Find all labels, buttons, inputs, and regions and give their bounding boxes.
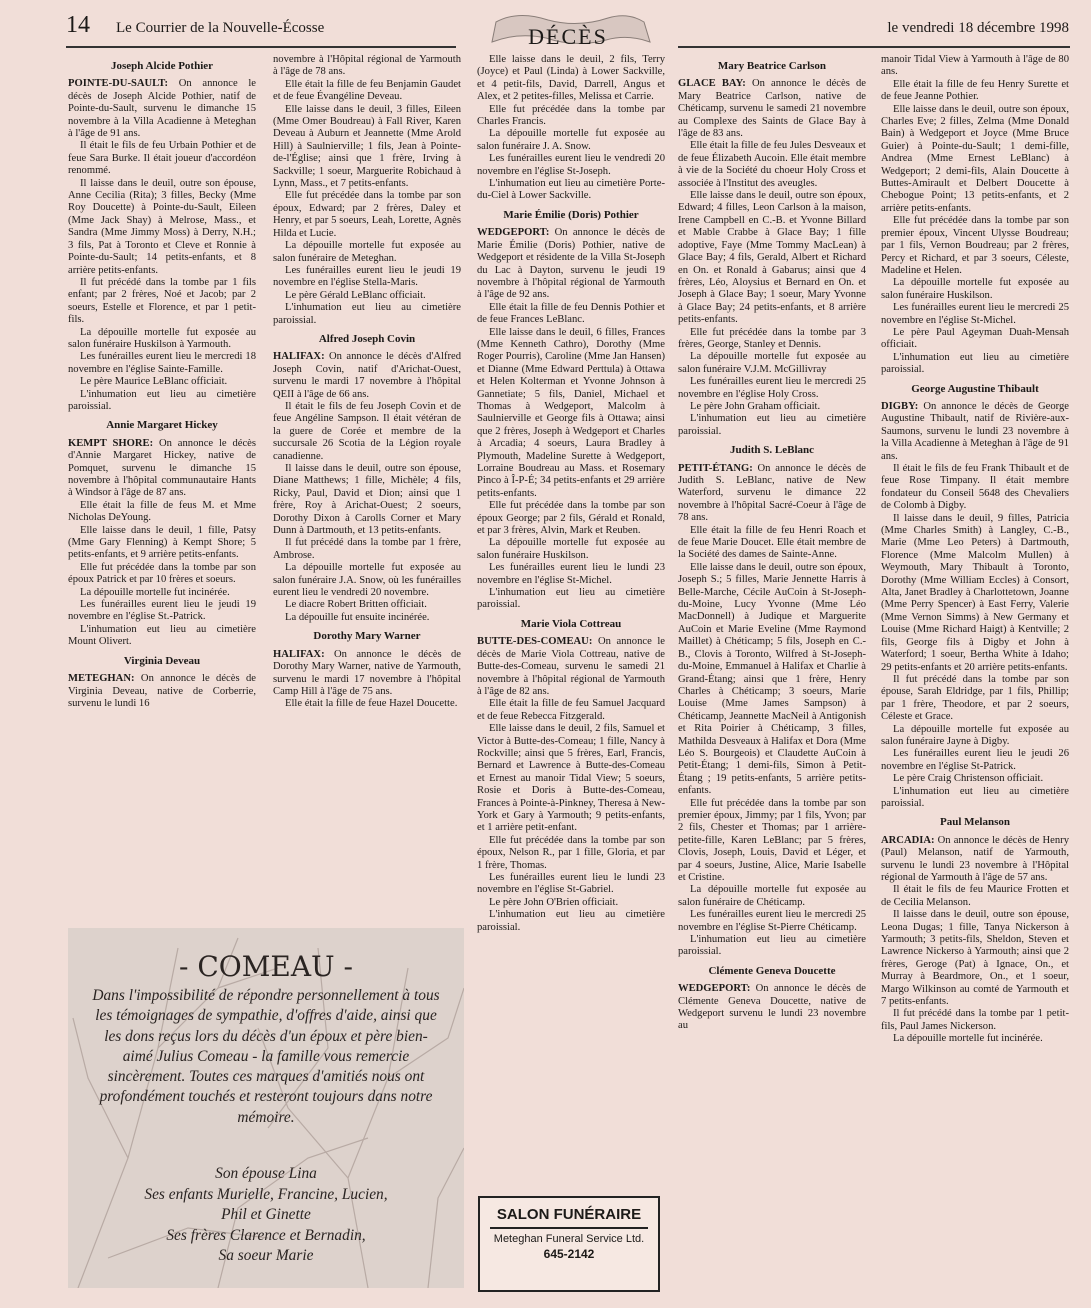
obituary-text: L'inhumation eut lieu au cimetière paroissial. bbox=[881, 785, 1069, 809]
obituary-text: La dépouille mortelle fut incinérée. bbox=[893, 1033, 1043, 1045]
obituary-place: METEGHAN: bbox=[68, 673, 135, 685]
obituary-paragraph bbox=[68, 376, 256, 388]
obituary-paragraph bbox=[477, 537, 665, 562]
obituary-paragraph bbox=[273, 54, 461, 79]
obituary-text: Le diacre Robert Britten officiait. bbox=[285, 599, 427, 611]
obituary-place: PETIT-ÉTANG: bbox=[678, 462, 753, 474]
obituary-text: L'inhumation eut lieu au cimetière paroissial. bbox=[881, 351, 1069, 376]
obituary-paragraph bbox=[68, 624, 256, 649]
obituary-text: Il était le fils de feu Joseph Covin et de feue Angéline Sampson. Il était vétéran de la guere de Corée et membre de la succursale 26 Scotia de la Légion royale canadienne. bbox=[273, 400, 461, 462]
obituary-text: Elle fut précédée dans la tombe par Charles Francis. bbox=[477, 103, 665, 128]
obituary-paragraph bbox=[477, 587, 665, 612]
funeral-home-phone: 645-2142 bbox=[543, 1247, 595, 1261]
obituary-text: Elle était la fille de feus M. et Mme Nicholas DeYoung. bbox=[68, 499, 256, 524]
obituary-paragraph bbox=[273, 302, 461, 327]
obituary-paragraph bbox=[273, 240, 461, 265]
obituary-paragraph bbox=[477, 909, 665, 934]
obituary-paragraph bbox=[678, 909, 866, 934]
obituary-text: L'inhumation eut lieu au cimetière paroissial. bbox=[68, 388, 256, 412]
obituary-text: L'inhumation eut lieu au cimetière paroissial. bbox=[273, 302, 461, 326]
obituary-paragraph bbox=[881, 79, 1069, 104]
obituary-text: Il fut précédé dans la tombe par 1 petit-fils, Paul James Nickerson. bbox=[881, 1008, 1069, 1032]
obituary-paragraph bbox=[881, 513, 1069, 674]
obituary-paragraph bbox=[881, 277, 1069, 302]
obituary-text: manoir Tidal View à Yarmouth à l'âge de 80 ans. bbox=[881, 54, 1069, 78]
obituary-text: On annonce le décès de Henry (Paul) Melanson, natif de Yarmouth, survenu le lundi 23 novembre à l'Hôpital régional de Yarmouth à l'âge de 57 ans. bbox=[881, 834, 1069, 883]
obituary-paragraph bbox=[68, 500, 256, 525]
obituary-paragraph bbox=[881, 463, 1069, 513]
obituary-text: Elle laisse dans le deuil, outre son époux, Charles Eve; 2 filles, Zelma (Mme Donald Bain) à Wedgeport et Joyce (Mme Bruce Guier) à Pointe-du-Sault; 1 demi-fille, Andrea (Mme Ernest LeBlanc) à Wedgeport; 2 demi-fils, Alain Doucette à Buttes-Amirault et Delbert Doucette à Chebogue Point; 13 petits-enfants, et 2 arrière petits-enfants. bbox=[881, 103, 1069, 214]
obituary-text: Elle laisse dans le deuil, 2 fils, Terry (Joyce) et Paul (Linda) à Lower Sackville, et 4 petit-fils, David, Darrell, Angus et Alex, et 2 petites-filles, Melissa et Carrie. bbox=[477, 54, 665, 103]
obituary-paragraph bbox=[678, 376, 866, 401]
obituary-paragraph bbox=[68, 562, 256, 587]
obituary-text: On annonce le décès de Mary Beatrice Carlson, native de Chéticamp, survenu le samedi 21 novembre au Complexe des Saints de Glace Bay à l'âge de 83 ans. bbox=[678, 78, 866, 140]
obituary-paragraph bbox=[678, 190, 866, 326]
obituary-place: GLACE BAY: bbox=[678, 78, 746, 90]
obituary-text: On annonce le décès d'Annie Margaret Hickey, native de Pomquet, survenu le dimanche 15 novembre à l'hôpital communautaire Hants à Windsor à l'âge de 87 ans. bbox=[68, 437, 256, 499]
obituary-paragraph bbox=[881, 1008, 1069, 1033]
obituary-text: La dépouille mortelle fut exposée au salon funéraire Huskilson à Yarmouth. bbox=[68, 326, 256, 350]
obituary-text: Il était le fils de feu Urbain Pothier et de feue Sara Burke. Il était joueur d'accordéon renommé. bbox=[68, 140, 256, 177]
obituary-paragraph bbox=[678, 884, 866, 909]
obituary-text: Il laisse dans le deuil, outre son épouse, Leona Dugas; 1 fille, Tanya Nickerson à Yarmouth; 3 petits-fils, Sheldon, Steven et Lawrence Nickerso à Yarmouth; ainsi que 2 frères, Geroge (Pat) à Ignace, On., et Murray à Beardmore, On., et 1 soeur, Margo Wilkinson au comté de Yarmouth et 7 petits-enfants. bbox=[881, 909, 1069, 1008]
obituary-text: Les funérailles eurent lieu le mercredi 25 novembre en l'église Holy Cross. bbox=[678, 376, 866, 400]
obituary-text: On annonce le décès de George Augustine Thibault, natif de Rivière-aux-Saumons, survenu le lundi 23 novembre à la Villa Acadienne à Meteghan à l'âge de 91 ans. bbox=[881, 400, 1069, 462]
obituary-paragraph bbox=[881, 773, 1069, 785]
obituary-place: HALIFAX: bbox=[273, 648, 325, 660]
obituary-text: Les funérailles eurent lieu le jeudi 19 novembre en l'église St.-Patrick. bbox=[68, 599, 256, 623]
obituary-text: La dépouille mortelle fut exposée au salon funéraire J. A. Snow. bbox=[477, 128, 665, 152]
obituary-text: Elle fut précédée dans la tombe par 3 frères, George, Stanley et Dennis. bbox=[678, 326, 866, 350]
obituary-text: L'inhumation eut lieu au cimetière paroissial. bbox=[477, 909, 665, 933]
obituary-paragraph bbox=[477, 54, 665, 104]
obituary-text: Elle était la fille de feue Hazel Doucette. bbox=[285, 698, 458, 710]
obituary-name: George Augustine Thibault bbox=[911, 382, 1039, 395]
obituary-paragraph bbox=[68, 389, 256, 414]
obituary-text: Elle était la fille de feu Henry Surette et de feue Jeanne Pothier. bbox=[881, 78, 1069, 103]
obituary-text: Elle fut précédée dans la tombe par son époux, Nelson R., par 1 fille, Gloria, et par 1 frère, Thomas. bbox=[477, 834, 665, 871]
obituary-paragraph bbox=[68, 140, 256, 177]
obituary-text: Il laisse dans le deuil, outre son épouse, Diane Matthews; 1 fille, Michèle; 4 fils, Ricky, Paul, David et Dion; ainsi que 1 frère, Roy à Arichat-Ouest; 2 soeurs, Dorothy Dixon à Carolls Corner et Mary Dunn à Dartmouth, et 13 petits-enfants. bbox=[273, 463, 461, 537]
obituary-paragraph bbox=[881, 215, 1069, 277]
obituary-text: Les funérailles eurent lieu le lundi 23 novembre en l'église St-Michel. bbox=[477, 562, 665, 586]
funeral-home-divider bbox=[490, 1227, 648, 1229]
obituary-paragraph bbox=[678, 78, 866, 140]
obituary-text: Elle laisse dans le deuil, outre son époux, Edward; 4 filles, Leon Carlson à la maison, Irene Campbell en C.-B. et Yvonne Billard et Mable Crabbe à Glace Bay; 1 fille adoptive, Faye (Mme Tommy MacLean) à Glace Bay; 4 fils, Gerald, Albert et Richard en On. et Ronald à Gabarus; ainsi que 4 frères, Léo, Aloysius et Bernard en On. et Joseph à Glace Bay; 1 soeur, Mary Yvonne à Glace Bay; 24 petits-enfants, et 8 arrière petits-enfants. bbox=[678, 190, 866, 326]
obituary-paragraph bbox=[273, 463, 461, 537]
obituary-paragraph bbox=[477, 872, 665, 897]
obituary-paragraph bbox=[477, 723, 665, 835]
obituary-text: On annonce le décès de Dorothy Mary Warner, native de Yarmouth, survenu le mardi 17 novembre à l'hôpital Camp Hill à l'âge de 75 ans. bbox=[273, 648, 461, 697]
obituary-text: La dépouille mortelle fut exposée au salon funéraire de Meteghan. bbox=[273, 240, 461, 264]
obituary-name: Dorothy Mary Warner bbox=[313, 630, 421, 643]
obituary-paragraph bbox=[68, 277, 256, 327]
obituary-column-3 bbox=[477, 54, 665, 934]
obituary-text: Le père John Graham officiait. bbox=[690, 400, 821, 412]
obituary-text: Le père Gérald LeBlanc officiait. bbox=[285, 289, 426, 301]
obituary-paragraph bbox=[68, 78, 256, 140]
obituary-text: On annonce le décès de Marie Viola Cottreau, native de Butte-des-Comeau, survenu le samedi 21 novembre à l'hôpital régional de Yarmouth à l'âge de 82 ans. bbox=[477, 636, 665, 697]
obituary-paragraph bbox=[881, 54, 1069, 79]
obituary-paragraph bbox=[273, 599, 461, 611]
obituary-paragraph bbox=[881, 352, 1069, 377]
obituary-column-5 bbox=[881, 54, 1069, 1046]
obituary-paragraph bbox=[273, 351, 461, 401]
obituary-text: La dépouille mortelle fut exposée au salon funéraire V.J.M. McGillivray bbox=[678, 351, 866, 375]
obituary-paragraph bbox=[477, 327, 665, 501]
obituary-paragraph bbox=[68, 525, 256, 562]
obituary-text: La dépouille mortelle fut exposée au salon funéraire Huskilson. bbox=[881, 277, 1069, 301]
obituary-paragraph bbox=[68, 351, 256, 376]
obituary-text: Elle était la fille de feu Benjamin Gaudet et de feue Évangéline Deveau. bbox=[273, 78, 461, 103]
obituary-paragraph bbox=[273, 104, 461, 191]
obituary-paragraph bbox=[273, 612, 461, 624]
obituary-text: Elle fut précédée dans la tombe par son époux Patrick et par 10 frères et soeurs. bbox=[68, 561, 256, 586]
obituary-paragraph bbox=[477, 128, 665, 153]
obituary-text: La dépouille mortelle fut exposée au salon funéraire Jayne à Digby. bbox=[881, 723, 1069, 747]
obituary-paragraph bbox=[881, 401, 1069, 463]
funeral-home-title: SALON FUNÉRAIRE bbox=[496, 1206, 642, 1223]
obituary-text: L'inhumation eut lieu au cimetière Mount Olivert. bbox=[68, 623, 256, 648]
obituary-text: Elle fut précédée dans la tombe par son premier époux, Vincent Ulysse Boudreau; par 1 fils, Vernon Boudreau; par 2 frères, Percy et Richard, et par 3 soeurs, Céleste, Madeline et Helen. bbox=[881, 215, 1069, 276]
header-rule-left bbox=[66, 46, 456, 48]
obituary-text: Elle laisse dans le deuil, outre son époux, Joseph S.; 5 filles, Marie Jennette Harris à Belle-Marche, Cécile AuCoin à St-Joseph-du-Moine, Lucy Yvonne (Mme Léo MacDonnell) à Judique et Marguerite AuCoin et Marie Eveline (Mme Raymond Maillet) à Chéticamp; 5 fils, Joseph en C.-B., Clovis à Toronto, Wilfred à St-Joseph-du-Moine, Emmanuel à Halifax et Charlie à Grand-Étang; ainsi que 1 frère, Henry Charles à Chéticamp; 3 soeurs, Marie Louise (Mme James Sampson) à Chéticamp, Jeannette MacNeil à Antigonish et Rita Poirier à Chéticamp, 3 filles, Mathilda Desveaux à Halifax et Dora (Mme Léo S. Bourgeois) et Claudette AuCoin à Petit-Étang; 1 demi-fils, Simon à Petit-Étang ; 19 petits-enfants, 5 arrière petits-enfants. bbox=[678, 561, 866, 797]
obituary-text: Le père Maurice LeBlanc officiait. bbox=[80, 376, 228, 388]
obituary-paragraph bbox=[477, 500, 665, 537]
obituary-place: WEDGEPORT: bbox=[477, 227, 550, 239]
obituary-paragraph bbox=[273, 290, 461, 302]
obituary-column-4 bbox=[678, 54, 866, 1033]
obituary-text: L'inhumation eut lieu au cimetière paroissial. bbox=[678, 934, 866, 958]
obituary-paragraph bbox=[477, 153, 665, 178]
obituary-text: Elle laisse dans le deuil, 3 filles, Eileen (Mme Omer Boudreau) à Fall River, Karen Deveau à Auburn et Jeannette (Mme Arold Hill) à Saulnierville; 1 fils, Jean à Pointe-de-l'Église; ainsi que 1 frère, Irving à Sackville; 1 soeur, Marguerite Robichaud à Lynn, Mass., et 7 petits-enfants. bbox=[273, 103, 461, 190]
obituary-paragraph bbox=[477, 227, 665, 301]
obituary-text: Elle était la fille de feu Henri Roach et de feue Marie Doucet. Elle était membre de la Société des dames de Sainte-Anne. bbox=[678, 524, 866, 561]
obituary-text: Le père Craig Christenson officiait. bbox=[893, 773, 1044, 785]
obituary-text: On annonce le décès de Joseph Alcide Pothier, natif de Pointe-du-Sault, survenu le dimanche 15 novembre à la Villa Acadienne à Meteghan à l'âge de 91 ans. bbox=[68, 78, 256, 140]
obituary-paragraph bbox=[477, 178, 665, 203]
obituary-name: Clémente Geneva Doucette bbox=[708, 964, 836, 977]
obituary-text: Elle laisse dans le deuil, 6 filles, Frances (Mme Kenneth Cathro), Dorothy (Mme Roger Pourris), Caroline (Mme Jan Hansen) et Dianne (Mme Edward Perttula) à Ottawa et Helen Kolterman et Yvonne Johnson à Gannetiate; 5 fils, Daniel, Michael et Thomas à Wedgeport, Malcolm à Saulnierville et George fils à Ottawa; ainsi que 2 frères, Joseph à Wedgeport et Charles à Arcadia; 4 soeurs, Laura Bradley à Plymouth, Madeline Surette à Wedgeport, Lorraine Boudreau au Mass. et Rosemary Pinco à Î-P-É; 34 petits-enfants et 29 arrière petits-enfants. bbox=[477, 326, 665, 499]
obituary-text: Elle laisse dans le deuil, 2 fils, Samuel et Victor à Butte-des-Comeau; 1 fille, Nancy à Rockville; ainsi que 5 frères, Earl, Francis, Bernard et Lawrence à Butte-des-Comeau et Ernest au manoir Tidal View; 5 soeurs, Rosie et Doris à Butte-des-Comeau, Frances à Pointe-à-Pinkney, Theresa à New-York et Gary à Yarmouth; 9 petits-enfants, et 1 arrière petit-enfant. bbox=[477, 723, 665, 834]
thank-you-notice bbox=[68, 928, 464, 1288]
obituary-paragraph bbox=[678, 983, 866, 1033]
obituary-place: ARCADIA: bbox=[881, 834, 935, 846]
obituary-text: Elle fut précédée dans la tombe par son époux George; par 2 fils, Gérald et Ronald, et par 3 frères, Alvin, Mark et Reuben. bbox=[477, 500, 665, 537]
obituary-text: L'inhumation eut lieu au cimetière paroissial. bbox=[477, 587, 665, 611]
obituary-paragraph bbox=[477, 302, 665, 327]
obituary-paragraph bbox=[881, 104, 1069, 216]
obituary-text: Elle laisse dans le deuil, 1 fille, Patsy (Mme Gary Flenning) à Kempt Shore; 5 petits-enfants, et 9 arrière petits-enfants. bbox=[68, 524, 256, 561]
obituary-paragraph bbox=[881, 724, 1069, 749]
obituary-paragraph bbox=[881, 909, 1069, 1008]
obituary-paragraph bbox=[68, 673, 256, 710]
obituary-text: Il laisse dans le deuil, 9 filles, Patricia (Mme Charles Smith) à Langley, C.-B., Marie (Mme Leo Peters) à Dartmouth, Florence (Mme Malcolm Mullen) à Weymouth, Mary Thibault à Toronto, Dorothy (Mme William Eccles) à Consort, Alta, Janet Bradley à Charlottetown, Joanne (Mme Perry Spencer) à East Ferry, Valerie (Mme Vernon Simms) à New Germany et Louise (Mme Richard Haigt) à Kentville; 2 fils, George fils à Digby et John à Waterford; 1 soeur, Bertha White à Idaho; 29 petits-enfants et 20 arrière petits-enfants. bbox=[881, 512, 1069, 673]
obituary-paragraph bbox=[678, 413, 866, 438]
obituary-paragraph bbox=[68, 178, 256, 277]
obituary-text: On annonce le décès de Judith S. LeBlanc, native de New Waterford, survenu le dimance 22 novembre à l'hôpital Sacré-Coeur à l'âge de 78 ans. bbox=[678, 462, 866, 524]
obituary-text: Elle fut précédée dans la tombe par son époux, Edward; par 2 frères, Daley et Henry, et par 5 soeurs, Leah, Lorette, Agnès Hilda et Lucie. bbox=[273, 190, 461, 239]
obituary-name: Paul Melanson bbox=[940, 816, 1010, 829]
obituary-paragraph bbox=[881, 786, 1069, 811]
funeral-home-ad bbox=[478, 1196, 660, 1292]
obituary-paragraph bbox=[678, 401, 866, 413]
section-banner bbox=[478, 8, 658, 48]
section-title: DÉCÈS bbox=[528, 24, 608, 49]
obituary-place: HALIFAX: bbox=[273, 351, 325, 363]
obituary-paragraph bbox=[477, 897, 665, 909]
signature-line: Phil et Ginette bbox=[221, 1206, 311, 1223]
obituary-paragraph bbox=[678, 934, 866, 959]
funeral-home-name: Meteghan Funeral Service Ltd. bbox=[493, 1233, 645, 1245]
obituary-column-1 bbox=[68, 54, 256, 710]
obituary-text: Il était le fils de feu Maurice Frotten et de Cecilia Melanson. bbox=[881, 884, 1069, 908]
obituary-text: Il laisse dans le deuil, outre son épouse, Anne Cecilia (Rita); 3 filles, Becky (Mme Roy Doucette) à Pointe-du-Sault, Eileen (Mme Jack Shay) à Melrose, Mass., et Sandra (Mme Jimmy Moss) à Derry, N.H.; 3 fils, Pat à Toronto et Cleve et Ronnie à Pointe-du-Sault; 14 petits-enfants, et 8 arrière petits-enfants. bbox=[68, 177, 256, 276]
obituary-paragraph bbox=[273, 698, 461, 710]
obituary-text: La dépouille fut ensuite incinérée. bbox=[285, 611, 430, 623]
obituary-place: KEMPT SHORE: bbox=[68, 437, 154, 449]
obituary-text: Il fut précédé dans la tombe par son épouse, Sarah Eldridge, par 1 fils, Phillip; par 1 frère, Theodore, et par 2 soeurs, Céleste et Grace. bbox=[881, 673, 1069, 723]
obituary-text: Les funérailles eurent lieu le lundi 23 novembre en l'église St-Gabriel. bbox=[477, 872, 665, 896]
obituary-paragraph bbox=[881, 835, 1069, 885]
obituary-name: Marie Viola Cottreau bbox=[520, 617, 622, 630]
obituary-paragraph bbox=[678, 327, 866, 352]
obituary-place: DIGBY: bbox=[881, 400, 919, 412]
obituary-text: On annonce le décès d'Alfred Joseph Covin, natif d'Arichat-Ouest, survenu le mardi 17 novembre à l'hôpital QEII à l'âge de 66 ans. bbox=[273, 351, 461, 400]
page-number: 14 bbox=[66, 12, 90, 38]
obituary-paragraph bbox=[68, 438, 256, 500]
header-rule-right bbox=[678, 46, 1070, 48]
obituary-paragraph bbox=[68, 327, 256, 352]
obituary-text: On annonce le décès de Virginia Deveau, native de Corberrie, survenu le lundi 16 bbox=[68, 673, 256, 709]
obituary-paragraph bbox=[881, 884, 1069, 909]
obituary-text: La dépouille mortelle fut exposée au salon funéraire J.A. Snow, où les funérailles eurent lieu le vendredi 20 novembre. bbox=[273, 562, 461, 599]
obituary-text: Les funérailles eurent lieu le mercredi 18 novembre en l'église Sainte-Famille. bbox=[68, 351, 256, 375]
newspaper-title: Le Courrier de la Nouvelle-Écosse bbox=[116, 20, 325, 36]
obituary-text: On annonce le décès de Clémente Geneva Doucette, native de Wedgeport survenu le lundi 23 novembre au bbox=[678, 983, 866, 1032]
obituary-paragraph bbox=[68, 587, 256, 599]
obituary-text: On annonce le décès de Marie Émilie (Doris) Pothier, native de Wedgeport et résidente de la Villa St-Joseph du Lac à Dayton, survenu le jeudi 19 novembre à l'hôpital régional de Yarmouth à l'âge de 92 ans. bbox=[477, 227, 665, 301]
obituary-paragraph bbox=[273, 562, 461, 599]
obituary-name: Annie Margaret Hickey bbox=[106, 419, 218, 432]
obituary-paragraph bbox=[678, 562, 866, 798]
obituary-text: Elle était la fille de feu Samuel Jacquard et de feue Rebecca Fitzgerald. bbox=[477, 698, 665, 722]
obituary-text: Il était le fils de feu Frank Thibault et de feue Rose Timpany. Il était membre fondateur du Conseil 5648 des Chevaliers de Colomb à Digby. bbox=[881, 463, 1069, 512]
obituary-text: La dépouille mortelle fut exposée au salon funéraire Huskilson. bbox=[477, 537, 665, 561]
obituary-place: WEDGEPORT: bbox=[678, 983, 751, 995]
signature-line: Ses enfants Murielle, Francine, Lucien, bbox=[144, 1185, 388, 1203]
obituary-paragraph bbox=[678, 525, 866, 562]
obituary-paragraph bbox=[273, 401, 461, 463]
obituary-name: Marie Émilie (Doris) Pothier bbox=[503, 208, 639, 221]
obituary-name: Alfred Joseph Covin bbox=[318, 332, 416, 345]
signature-line: Son épouse Lina bbox=[215, 1165, 317, 1182]
obituary-text: Les funérailles eurent lieu le mercredi 25 novembre en l'église St-Michel. bbox=[881, 302, 1069, 326]
signature-line: Ses frères Clarence et Bernadin, bbox=[166, 1226, 366, 1244]
obituary-text: La dépouille mortelle fut incinérée. bbox=[80, 586, 230, 598]
obituary-text: Les funérailles eurent lieu le jeudi 26 novembre en l'église St-Patrick. bbox=[881, 748, 1069, 772]
obituary-paragraph bbox=[477, 636, 665, 698]
obituary-paragraph bbox=[678, 463, 866, 525]
obituary-paragraph bbox=[273, 190, 461, 240]
obituary-paragraph bbox=[273, 265, 461, 290]
obituary-text: Il fut précédé dans la tombe par 1 frère, Ambrose. bbox=[273, 537, 461, 561]
obituary-name: Judith S. LeBlanc bbox=[729, 444, 815, 457]
signature-line: Sa soeur Marie bbox=[218, 1247, 314, 1264]
obituary-text: L'inhumation eut lieu au cimetière Porte-du-Ciel à Lower Sackville. bbox=[477, 178, 665, 202]
obituary-name: Virginia Deveau bbox=[123, 654, 201, 667]
obituary-text: Les funérailles eurent lieu le jeudi 19 novembre en l'église Stella-Maris. bbox=[273, 264, 461, 289]
obituary-text: novembre à l'Hôpital régional de Yarmouth à l'âge de 78 ans. bbox=[273, 54, 461, 78]
obituary-place: POINTE-DU-SAULT: bbox=[68, 78, 169, 90]
obituary-paragraph bbox=[477, 835, 665, 872]
obituary-text: Elle était la fille de feu Dennis Pothier et de feue Frances LeBlanc. bbox=[477, 301, 665, 326]
obituary-place: BUTTE-DES-COMEAU: bbox=[477, 636, 593, 648]
obituary-text: Elle fut précédée dans la tombe par son premier époux, Jimmy; par 1 fils, Yvon; par 2 fils, Chester et Thomas; par 1 arrière-petite-fille, Karen LeBlanc; par 5 frères, Clovis, Joseph, Louis, David et Léger, et par 4 soeurs, Justine, Alice, Marie Isabelle et Cristine. bbox=[678, 797, 866, 883]
obituary-paragraph bbox=[273, 649, 461, 699]
obituary-name: Joseph Alcide Pothier bbox=[110, 60, 214, 72]
obituary-text: Le père Paul Ageyman Duah-Mensah officiait. bbox=[881, 326, 1069, 351]
obituary-paragraph bbox=[678, 798, 866, 885]
obituary-text: Elle était la fille de feu Jules Desveaux et de feue Élizabeth Aucoin. Elle était membre à vie de la Société du choeur Holy Cross et associée à l'Institut des aveugles. bbox=[678, 140, 866, 189]
obituary-paragraph bbox=[881, 748, 1069, 773]
obituary-paragraph bbox=[881, 327, 1069, 352]
obituary-paragraph bbox=[881, 302, 1069, 327]
notice-signature bbox=[90, 1164, 442, 1267]
obituary-paragraph bbox=[273, 79, 461, 104]
obituary-text: Il fut précédé dans la tombe par 1 fils enfant; par 2 frères, Noé et Jacob; par 2 soeurs, Estelle et Florence, et par 1 petit-fils. bbox=[68, 276, 256, 326]
obituary-paragraph bbox=[477, 104, 665, 129]
masthead bbox=[0, 0, 1091, 49]
obituary-paragraph bbox=[273, 537, 461, 562]
obituary-column-2 bbox=[273, 54, 461, 711]
obituary-paragraph bbox=[678, 351, 866, 376]
obituary-paragraph bbox=[477, 562, 665, 587]
obituary-text: Les funérailles eurent lieu le mercredi 25 novembre en l'église St-Pierre Chéticamp. bbox=[678, 909, 866, 933]
notice-body: Dans l'impossibilité de répondre personnellement à tous les témoignages de sympathie, d'offres d'aide, ainsi que les dons reçus lors du décès d'un époux et père bien-aimé Julius Comeau - la famille vous remercie sincèrement. Toutes ces marques d'amitiés nous ont profondément touchés et resteront toujours dans notre mémoire. bbox=[92, 987, 440, 1126]
notice-title: - COMEAU - bbox=[178, 950, 354, 983]
obituary-paragraph bbox=[477, 698, 665, 723]
obituary-text: La dépouille mortelle fut exposée au salon funéraire de Chéticamp. bbox=[678, 884, 866, 908]
obituary-paragraph bbox=[678, 140, 866, 190]
obituary-text: Le père John O'Brien officiait. bbox=[489, 896, 619, 908]
obituary-text: Les funérailles eurent lieu le vendredi 20 novembre en l'église St-Joseph. bbox=[477, 153, 665, 177]
obituary-name: Mary Beatrice Carlson bbox=[717, 60, 827, 72]
issue-date: le vendredi 18 décembre 1998 bbox=[887, 20, 1069, 36]
obituary-paragraph bbox=[881, 1033, 1069, 1045]
obituary-paragraph bbox=[881, 674, 1069, 724]
obituary-paragraph bbox=[68, 599, 256, 624]
obituary-text: L'inhumation eut lieu au cimetière paroissial. bbox=[678, 413, 866, 437]
